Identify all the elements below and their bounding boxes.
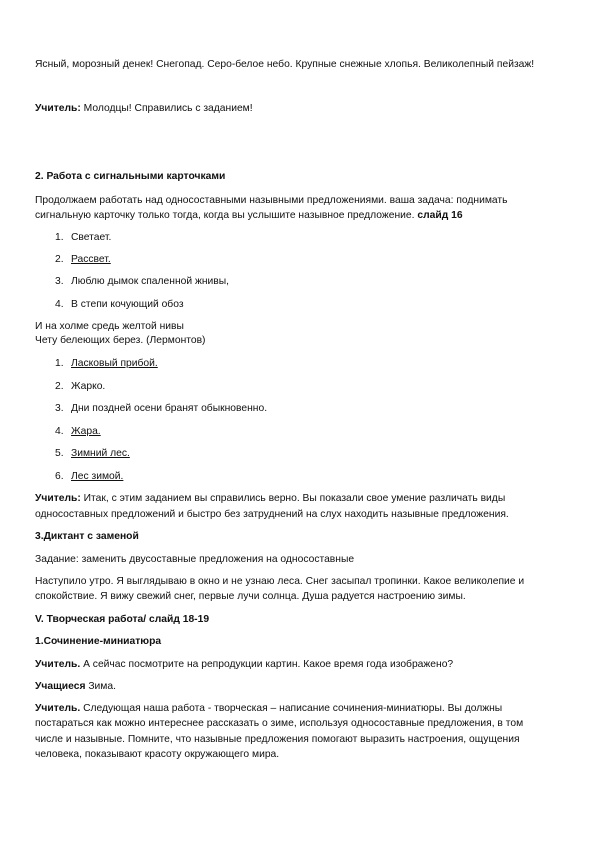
speaker-label: Учитель. xyxy=(35,703,81,714)
remark-text: А сейчас посмотрите на репродукции картин. Какое время года изображено? xyxy=(80,659,454,670)
speaker-label: Учитель: xyxy=(35,493,81,504)
section-3-heading: 3.Диктант с заменой xyxy=(35,531,139,542)
remark-text: Следующая наша работа - творческая – написание сочинения-миниатюры. Вы должны xyxy=(80,703,503,714)
section-2-paragraph-line-1: Продолжаем работать над односоставными назывными предложениями. ваша задача: поднимать xyxy=(35,195,508,206)
list-item: Светает. xyxy=(71,232,112,243)
section-3-task: Задание: заменить двусоставные предложения на односоставные xyxy=(35,554,355,565)
list-item-number: 1. xyxy=(55,358,64,369)
section-5-subheading: 1.Сочинение-миниатюра xyxy=(35,636,162,647)
remark-text: Итак, с этим заданием вы справились верно. Вы показали свое умение различать виды xyxy=(80,493,506,504)
poem-line: И на холме средь желтой нивы xyxy=(35,321,184,332)
teacher-remark-4-line-4: человека, показывают красоту окружающего мира. xyxy=(35,749,280,760)
list-item: Зимний лес. xyxy=(71,448,130,459)
teacher-remark-4-line-1 xyxy=(35,704,502,714)
teacher-remark-3 xyxy=(35,660,453,670)
poem-line: Чету белеющих берез. (Лермонтов) xyxy=(35,335,206,346)
list-item: Дни поздней осени бранят обыкновенно. xyxy=(71,403,268,414)
list-item: Лес зимой. xyxy=(71,471,124,482)
list-item-number: 3. xyxy=(55,276,64,287)
list-item-number: 1. xyxy=(55,232,64,243)
teacher-remark-4-line-3: числе и назывные. Помните, что назывные предложения помогают выразить настроения, ощущения xyxy=(35,734,520,745)
teacher-remark-1 xyxy=(35,104,253,114)
speaker-label: Учитель. xyxy=(35,659,81,670)
section-5-heading: V. Творческая работа/ слайд 18-19 xyxy=(35,614,210,625)
section-2-heading: 2. Работа с сигнальными карточками xyxy=(35,171,226,182)
list-item: Люблю дымок спаленной жнивы, xyxy=(71,276,230,287)
section-2-paragraph-line-2 xyxy=(35,211,463,221)
slide-reference: слайд 16 xyxy=(417,210,463,221)
list-item: В степи кочующий обоз xyxy=(71,299,184,310)
teacher-remark-4-line-2: постараться как можно интереснее рассказать о зиме, используя односоставные предложения, в том xyxy=(35,718,524,729)
list-item-number: 5. xyxy=(55,448,64,459)
speaker-label: Учитель: xyxy=(35,103,81,114)
list-item-number: 4. xyxy=(55,426,64,437)
teacher-remark-2-line-1 xyxy=(35,494,505,504)
list-item: Ласковый прибой. xyxy=(71,358,158,369)
list-item-number: 6. xyxy=(55,471,64,482)
remark-text: Молодцы! Справились с заданием! xyxy=(80,103,253,114)
students-answer xyxy=(35,682,116,692)
list-item: Жарко. xyxy=(71,381,106,392)
answer-text: Зима. xyxy=(85,681,116,692)
dictation-text-line-1: Наступило утро. Я выглядываю в окно и не узнаю леса. Снег засыпал тропинки. Какое великолепие и xyxy=(35,576,525,587)
list-item: Рассвет. xyxy=(71,254,111,265)
list-item-number: 2. xyxy=(55,381,64,392)
paragraph-text: сигнальную карточку только тогда, когда вы услышите назывное предложение. xyxy=(35,210,418,221)
list-item-number: 3. xyxy=(55,403,64,414)
intro-line: Ясный, морозный денек! Снегопад. Серо-белое небо. Крупные снежные хлопья. Великолепный пейзаж! xyxy=(35,59,535,70)
list-item-number: 4. xyxy=(55,299,64,310)
speaker-label: Учащиеся xyxy=(35,681,86,692)
list-item: Жара. xyxy=(71,426,101,437)
dictation-text-line-2: спокойствие. Я вижу свежий снег, первые лучи солнца. Душа радуется настроению зимы. xyxy=(35,591,466,602)
list-item-number: 2. xyxy=(55,254,64,265)
teacher-remark-2-line-2: односоставных предложений и быстро без затруднений на слух находить назывные предложения. xyxy=(35,509,509,520)
